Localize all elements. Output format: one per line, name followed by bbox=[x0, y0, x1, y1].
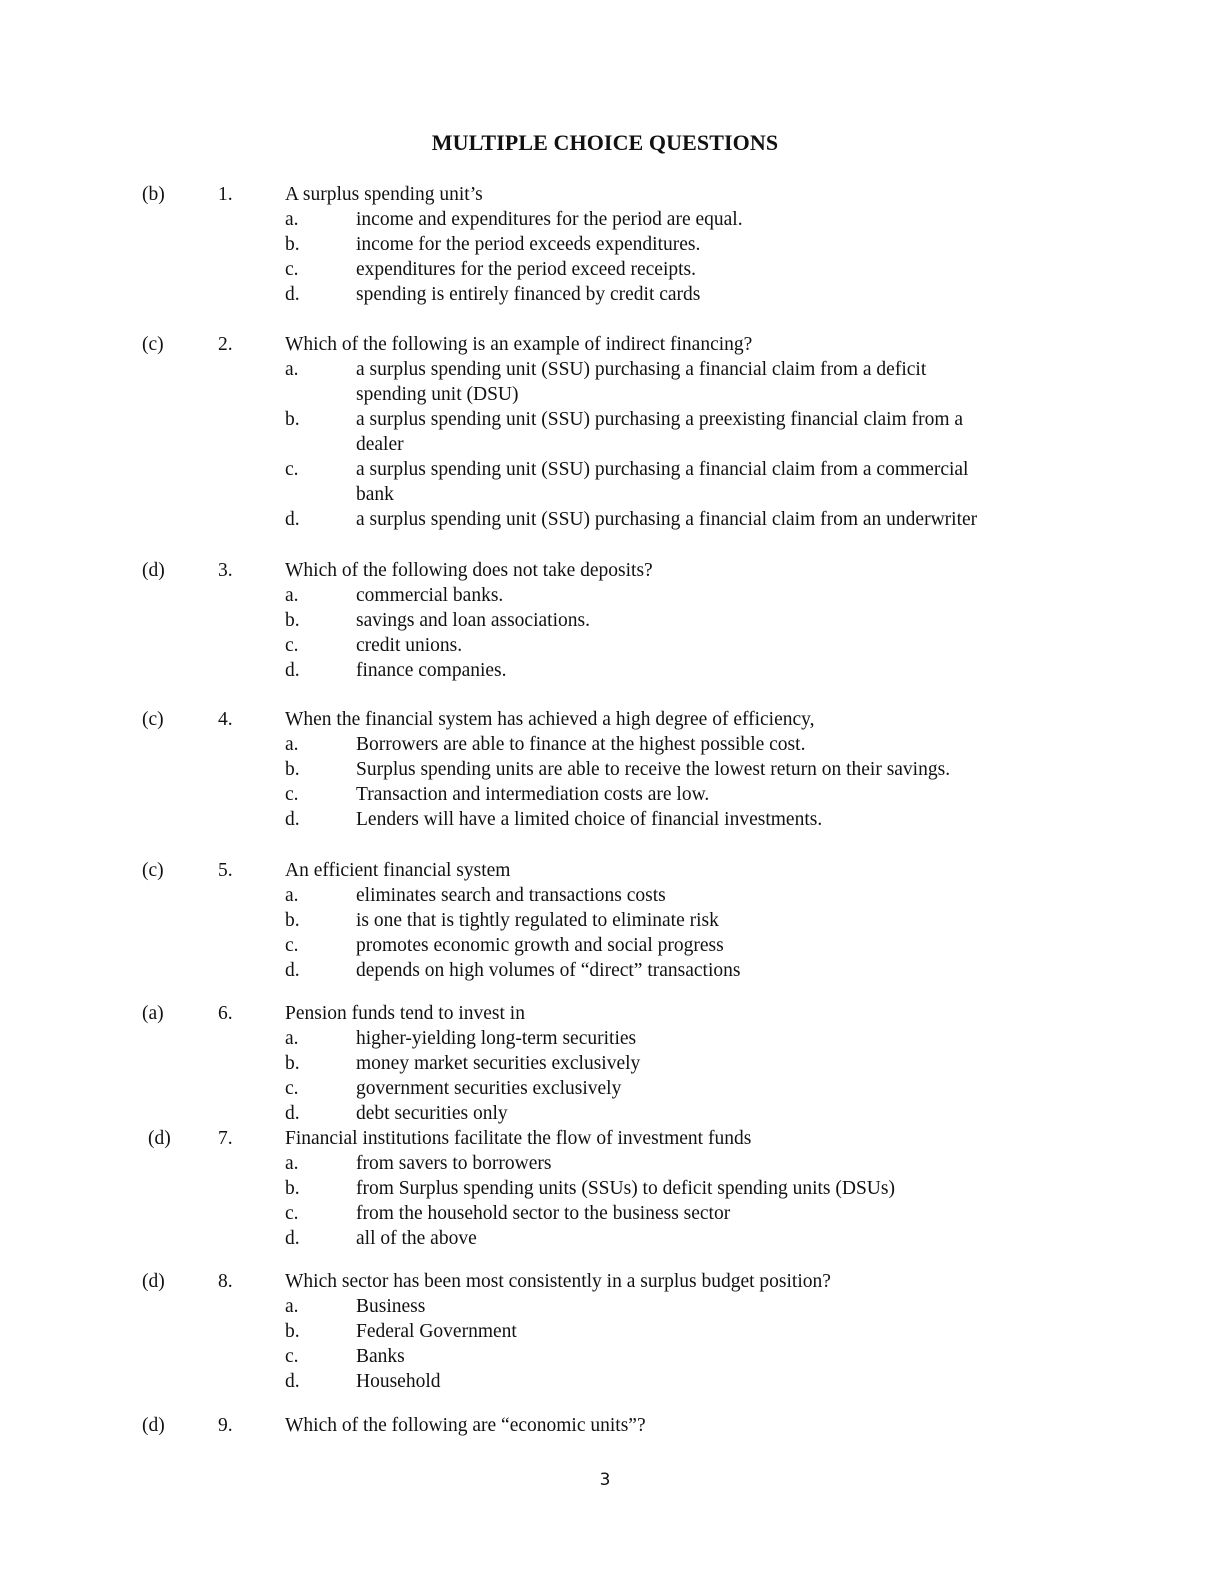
option-text: finance companies. bbox=[356, 660, 507, 681]
option-text: a surplus spending unit (SSU) purchasing a financial claim from a deficit bbox=[356, 359, 927, 380]
option-letter: a. bbox=[285, 1153, 299, 1174]
option-text: expenditures for the period exceed receipts. bbox=[356, 259, 697, 280]
option-letter: d. bbox=[285, 1228, 300, 1249]
question-stem: Which of the following are “economic units”? bbox=[285, 1415, 646, 1436]
question-number: 1. bbox=[218, 184, 233, 205]
answer-key: (d) bbox=[142, 560, 165, 581]
option-letter: b. bbox=[285, 409, 300, 430]
question-number: 6. bbox=[218, 1003, 233, 1024]
question-stem: Which of the following does not take deposits? bbox=[285, 560, 653, 581]
question-stem: Pension funds tend to invest in bbox=[285, 1003, 525, 1024]
option-letter: d. bbox=[285, 1371, 300, 1392]
option-letter: c. bbox=[285, 935, 299, 956]
option-letter: a. bbox=[285, 359, 299, 380]
answer-key: (c) bbox=[142, 334, 164, 355]
option-text: eliminates search and transactions costs bbox=[356, 885, 666, 906]
question-stem: An efficient financial system bbox=[285, 860, 511, 881]
question-stem: A surplus spending unit’s bbox=[285, 184, 483, 205]
question-number: 3. bbox=[218, 560, 233, 581]
option-text: Business bbox=[356, 1296, 426, 1317]
option-text: Lenders will have a limited choice of financial investments. bbox=[356, 809, 823, 830]
option-letter: d. bbox=[285, 660, 300, 681]
page-number: 3 bbox=[599, 1470, 611, 1490]
option-text: government securities exclusively bbox=[356, 1078, 622, 1099]
question-stem: Which of the following is an example of indirect financing? bbox=[285, 334, 753, 355]
question-number: 5. bbox=[218, 860, 233, 881]
question-number: 4. bbox=[218, 709, 233, 730]
option-text: spending unit (DSU) bbox=[356, 384, 519, 405]
answer-key: (c) bbox=[142, 709, 164, 730]
option-letter: d. bbox=[285, 284, 300, 305]
option-letter: b. bbox=[285, 1053, 300, 1074]
option-text: Banks bbox=[356, 1346, 405, 1367]
question-stem: Which sector has been most consistently in a surplus budget position? bbox=[285, 1271, 831, 1292]
option-text: higher-yielding long-term securities bbox=[356, 1028, 637, 1049]
option-letter: b. bbox=[285, 759, 300, 780]
option-text: a surplus spending unit (SSU) purchasing a financial claim from a commercial bbox=[356, 459, 969, 480]
option-letter: a. bbox=[285, 585, 299, 606]
answer-key: (d) bbox=[148, 1128, 171, 1149]
answer-key: (c) bbox=[142, 860, 164, 881]
answer-key: (a) bbox=[142, 1003, 164, 1024]
option-text: Borrowers are able to finance at the highest possible cost. bbox=[356, 734, 806, 755]
option-text: savings and loan associations. bbox=[356, 610, 590, 631]
question-number: 7. bbox=[218, 1128, 233, 1149]
option-letter: a. bbox=[285, 1028, 299, 1049]
option-letter: d. bbox=[285, 1103, 300, 1124]
option-text: Transaction and intermediation costs are low. bbox=[356, 784, 710, 805]
option-text: all of the above bbox=[356, 1228, 477, 1249]
answer-key: (d) bbox=[142, 1415, 165, 1436]
option-text: a surplus spending unit (SSU) purchasing a financial claim from an underwriter bbox=[356, 509, 978, 530]
option-text: income for the period exceeds expenditures. bbox=[356, 234, 701, 255]
option-letter: a. bbox=[285, 885, 299, 906]
option-text: income and expenditures for the period are equal. bbox=[356, 209, 743, 230]
question-number: 9. bbox=[218, 1415, 233, 1436]
option-letter: c. bbox=[285, 1346, 299, 1367]
option-text: Household bbox=[356, 1371, 441, 1392]
option-letter: b. bbox=[285, 234, 300, 255]
option-text: credit unions. bbox=[356, 635, 463, 656]
option-text: Federal Government bbox=[356, 1321, 517, 1342]
answer-key: (d) bbox=[142, 1271, 165, 1292]
option-text: from Surplus spending units (SSUs) to deficit spending units (DSUs) bbox=[356, 1178, 895, 1199]
option-letter: b. bbox=[285, 1178, 300, 1199]
option-letter: b. bbox=[285, 910, 300, 931]
question-number: 2. bbox=[218, 334, 233, 355]
option-text: bank bbox=[356, 484, 394, 505]
option-text: debt securities only bbox=[356, 1103, 508, 1124]
option-text: promotes economic growth and social progress bbox=[356, 935, 724, 956]
option-letter: c. bbox=[285, 259, 299, 280]
option-letter: a. bbox=[285, 1296, 299, 1317]
option-text: commercial banks. bbox=[356, 585, 504, 606]
option-text: from savers to borrowers bbox=[356, 1153, 552, 1174]
option-letter: c. bbox=[285, 784, 299, 805]
option-text: depends on high volumes of “direct” transactions bbox=[356, 960, 741, 981]
option-letter: a. bbox=[285, 209, 299, 230]
option-letter: d. bbox=[285, 809, 300, 830]
option-text: Surplus spending units are able to receive the lowest return on their savings. bbox=[356, 759, 951, 780]
option-letter: d. bbox=[285, 960, 300, 981]
option-letter: c. bbox=[285, 459, 299, 480]
option-text: is one that is tightly regulated to eliminate risk bbox=[356, 910, 719, 931]
option-letter: c. bbox=[285, 1078, 299, 1099]
option-text: dealer bbox=[356, 434, 404, 455]
question-number: 8. bbox=[218, 1271, 233, 1292]
option-letter: c. bbox=[285, 1203, 299, 1224]
question-stem: When the financial system has achieved a high degree of efficiency, bbox=[285, 709, 815, 730]
option-letter: b. bbox=[285, 610, 300, 631]
option-text: a surplus spending unit (SSU) purchasing a preexisting financial claim from a bbox=[356, 409, 964, 430]
option-text: spending is entirely financed by credit cards bbox=[356, 284, 701, 305]
question-stem: Financial institutions facilitate the flow of investment funds bbox=[285, 1128, 752, 1149]
option-letter: b. bbox=[285, 1321, 300, 1342]
option-letter: c. bbox=[285, 635, 299, 656]
option-text: from the household sector to the business sector bbox=[356, 1203, 731, 1224]
option-letter: d. bbox=[285, 509, 300, 530]
option-text: money market securities exclusively bbox=[356, 1053, 641, 1074]
page-title: MULTIPLE CHOICE QUESTIONS bbox=[431, 130, 779, 155]
option-letter: a. bbox=[285, 734, 299, 755]
answer-key: (b) bbox=[142, 184, 165, 205]
